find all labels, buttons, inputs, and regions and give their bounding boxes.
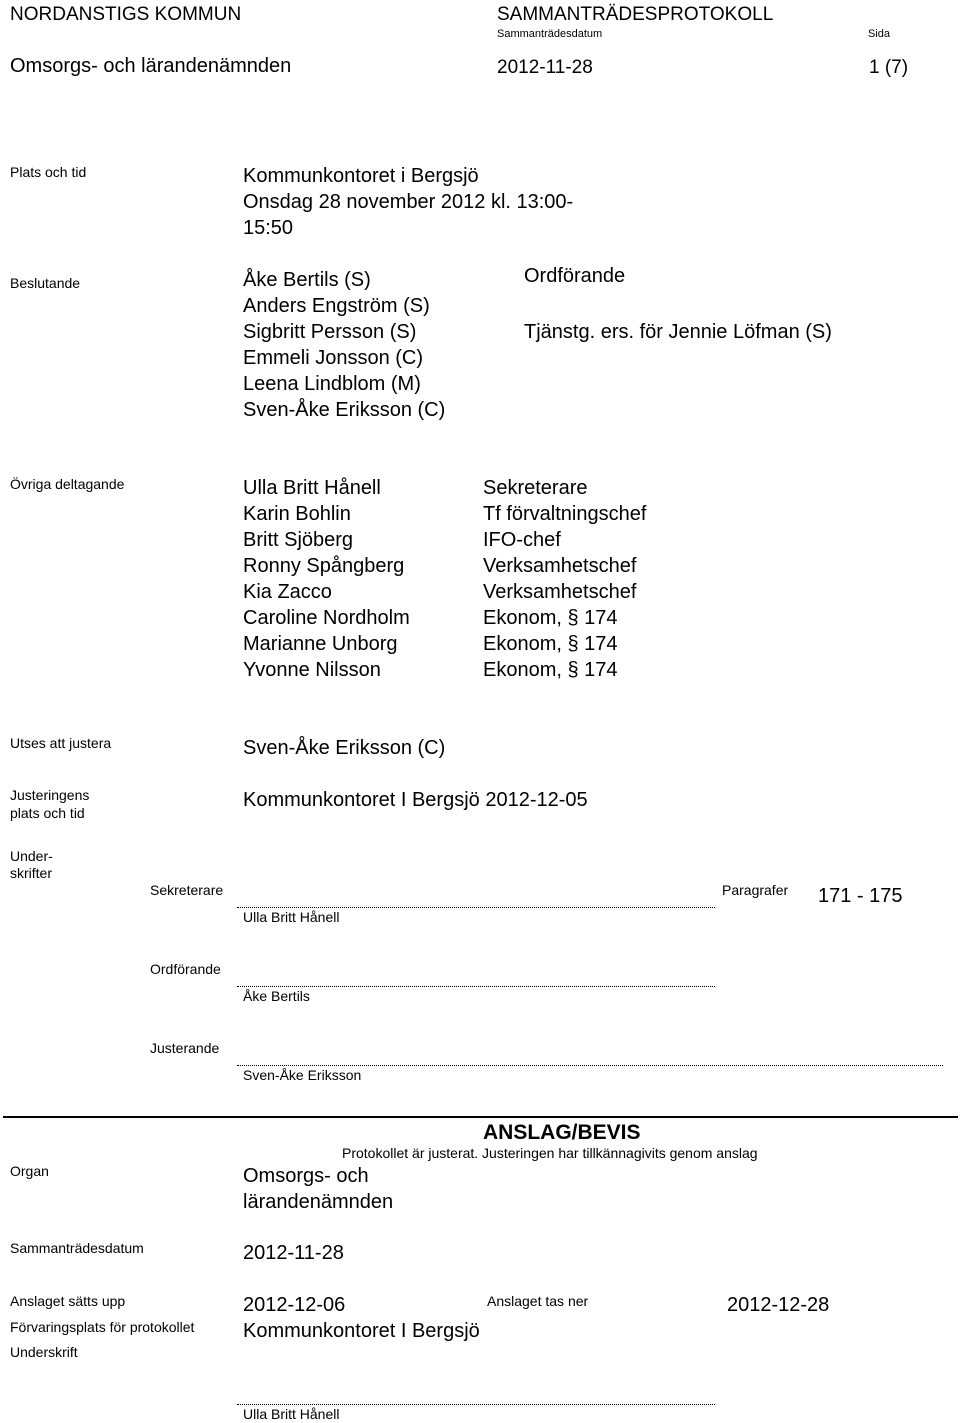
organ-label: Organ [10, 1163, 49, 1179]
adjust-place-label-1: Justeringens [10, 787, 90, 803]
participant-role: Ekonom, § 174 [483, 607, 618, 629]
removed-value: 2012-12-28 [727, 1294, 830, 1316]
participant-name: Britt Sjöberg [243, 529, 354, 551]
meeting-date: 2012-11-28 [497, 57, 593, 78]
adjuster-sign-label: Justerande [150, 1040, 220, 1056]
notice-title: ANSLAG/BEVIS [483, 1121, 641, 1144]
other-participants-label: Övriga deltagande [10, 476, 125, 492]
organ-line: Omsorgs- och [243, 1165, 369, 1187]
adjuster-sign-name: Sven-Åke Eriksson [243, 1067, 362, 1083]
signature-label: Underskrift [10, 1344, 78, 1360]
participant-role: IFO-chef [483, 529, 561, 551]
adjust-place-label-2: plats och tid [10, 805, 85, 821]
paragraphs-label: Paragrafer [722, 882, 789, 898]
member-name: Sven-Åke Eriksson (C) [243, 399, 446, 421]
notice-signature-name: Ulla Britt Hånell [243, 1406, 340, 1422]
participant-role: Ekonom, § 174 [483, 659, 618, 681]
participant-roles [483, 475, 646, 683]
place-line: Kommunkontoret i Bergsjö [243, 165, 479, 187]
signatures-label-1: Under- [10, 848, 53, 864]
member-name: Åke Bertils (S) [243, 269, 371, 291]
organ-value [243, 1163, 393, 1215]
page-number: 1 (7) [869, 57, 909, 78]
adjuster-signature-line [237, 1065, 943, 1066]
storage-value: Kommunkontoret I Bergsjö [243, 1320, 480, 1342]
decision-makers-label: Beslutande [10, 275, 81, 291]
participant-role: Sekreterare [483, 477, 588, 499]
secretary-signature-line [237, 907, 715, 908]
chair-signature-line [237, 986, 715, 987]
participant-role: Tf förvaltningschef [483, 503, 647, 525]
notice-date-value: 2012-11-28 [243, 1242, 344, 1264]
place-time-label: Plats och tid [10, 164, 87, 180]
participant-name: Karin Bohlin [243, 503, 351, 525]
participant-role: Ekonom, § 174 [483, 633, 618, 655]
participant-role: Verksamhetschef [483, 581, 637, 603]
signatures-label-2: skrifter [10, 865, 52, 881]
chair-name: Åke Bertils [243, 988, 310, 1004]
member-name: Leena Lindblom (M) [243, 373, 421, 395]
chair-label: Ordförande [150, 961, 221, 977]
adjuster-label: Utses att justera [10, 735, 112, 751]
participant-names [243, 475, 410, 683]
secretary-name: Ulla Britt Hånell [243, 909, 340, 925]
committee-name: Omsorgs- och lärandenämnden [10, 55, 292, 77]
notice-date-label: Sammanträdesdatum [10, 1240, 144, 1256]
participant-name: Ronny Spångberg [243, 555, 405, 577]
participant-name: Caroline Nordholm [243, 607, 410, 629]
decision-makers-list [243, 267, 445, 423]
substitute-role: Tjänstg. ers. för Jennie Löfman (S) [524, 321, 832, 343]
adjust-place-value: Kommunkontoret I Bergsjö 2012-12-05 [243, 789, 588, 811]
municipality-name: NORDANSTIGS KOMMUN [10, 4, 242, 25]
notice-divider [3, 1116, 958, 1118]
participant-name: Marianne Unborg [243, 633, 398, 655]
participant-name: Yvonne Nilsson [243, 659, 381, 681]
organ-line: lärandenämnden [243, 1191, 394, 1213]
paragraphs-value: 171 - 175 [818, 885, 903, 907]
document-type: SAMMANTRÄDESPROTOKOLL [497, 4, 774, 25]
place-time-block [243, 163, 573, 241]
posted-label: Anslaget sätts upp [10, 1293, 126, 1309]
header-date-label: Sammanträdesdatum [497, 28, 603, 40]
chair-role: Ordförande [524, 265, 626, 287]
storage-label: Förvaringsplats för protokollet [10, 1319, 195, 1335]
participant-name: Ulla Britt Hånell [243, 477, 381, 499]
member-name: Anders Engström (S) [243, 295, 430, 317]
posted-value: 2012-12-06 [243, 1294, 346, 1316]
member-name: Sigbritt Persson (S) [243, 321, 417, 343]
secretary-label: Sekreterare [150, 882, 224, 898]
member-name: Emmeli Jonsson (C) [243, 347, 424, 369]
removed-label: Anslaget tas ner [487, 1293, 589, 1309]
header-page-label: Sida [868, 28, 891, 40]
participant-name: Kia Zacco [243, 581, 332, 603]
adjuster-name: Sven-Åke Eriksson (C) [243, 737, 446, 759]
notice-signature-line [237, 1404, 715, 1405]
participant-role: Verksamhetschef [483, 555, 637, 577]
time-line: Onsdag 28 november 2012 kl. 13:00- [243, 191, 574, 213]
time-line-end: 15:50 [243, 217, 294, 239]
notice-subtitle: Protokollet är justerat. Justeringen har tillkännagivits genom anslag [342, 1145, 758, 1161]
